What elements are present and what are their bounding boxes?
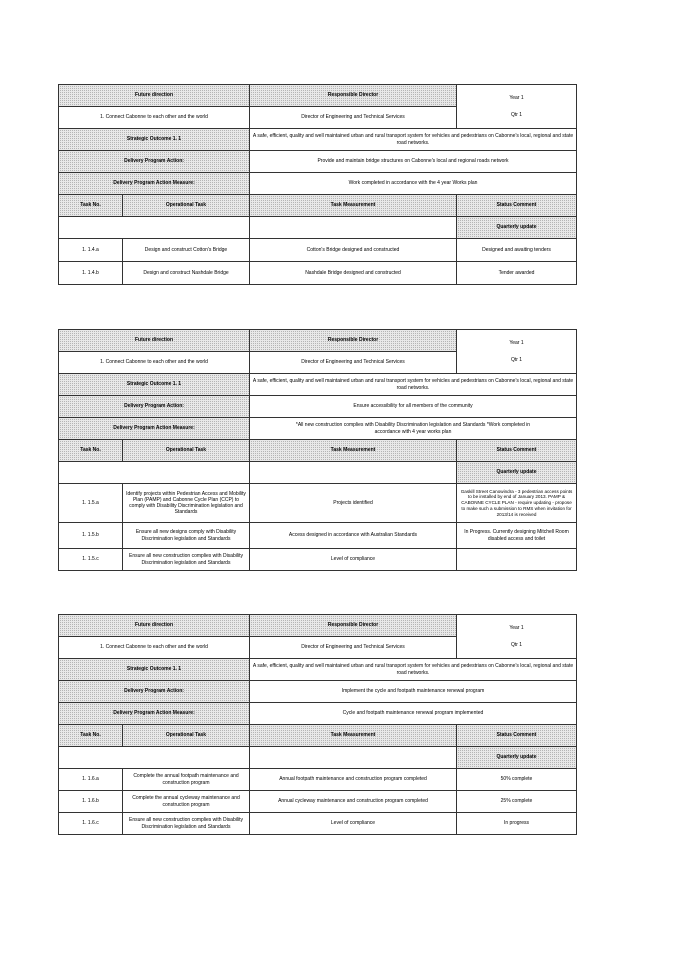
- table-row: [59, 262, 577, 285]
- delivery-program-measure-text: Work completed in accordance with the 4 year Works plan: [250, 173, 577, 195]
- operational-task: Identify projects within Pedestrian Access and Mobility Plan (PAMP) and Cabonne Cycle Plan (CCP) to comply with Disability Discrimination legislation and Standards: [123, 484, 250, 523]
- task-no-header: Task No.: [59, 195, 123, 217]
- task-measurement: Annual cycleway maintenance and construction program completed: [250, 791, 457, 813]
- table-row: [59, 484, 577, 523]
- future-direction-value: 1. Connect Cabonne to each other and the world: [59, 637, 250, 659]
- task-no: 1. 1.6.b: [59, 791, 123, 813]
- status-comment: Gaskill Street Canowindra - 3 pedestrian access points to be installed by end of January 2013. PAMP & CABONNE CYCLE PLAN - require updating - propose to make such a submission to RMS when invitation for 2013/14 is received: [457, 484, 577, 523]
- delivery-program-measure-label: Delivery Program Action Measure:: [59, 173, 250, 195]
- operational-task-header: Operational Task: [123, 725, 250, 747]
- task-no-header: Task No.: [59, 725, 123, 747]
- task-no: 1. 1.6.c: [59, 813, 123, 835]
- quarterly-update-header: Quarterly update: [457, 217, 577, 239]
- strategic-outcome-label: Strategic Outcome 1. 1: [59, 374, 250, 396]
- year-cell: [457, 330, 577, 374]
- task-no: 1. 1.4.a: [59, 239, 123, 262]
- status-comment-header: Status Comment: [457, 440, 577, 462]
- blank-cell: [250, 217, 457, 239]
- delivery-program-measure-text: *All new construction complies with Disability Discrimination legislation and Standards *Work completed in accordance with 4 year works plan: [250, 418, 577, 440]
- quarterly-update-header: Quarterly update: [457, 747, 577, 769]
- director-value: Director of Engineering and Technical Services: [250, 637, 457, 659]
- status-comment: 25% complete: [457, 791, 577, 813]
- section-1-table: [58, 84, 577, 285]
- operational-task: Ensure all new designs comply with Disability Discrimination legislation and Standards: [123, 523, 250, 549]
- quarter-label: Qtr 1: [510, 356, 523, 363]
- delivery-program-action-text: Implement the cycle and footpath maintenance renewal program: [250, 681, 577, 703]
- delivery-program-measure-text: Cycle and footpath maintenance renewal program implemented: [250, 703, 577, 725]
- responsible-director-header: Responsible Director: [250, 85, 457, 107]
- future-direction-header: Future direction: [59, 85, 250, 107]
- blank-cell: [250, 747, 457, 769]
- operational-task-header: Operational Task: [123, 440, 250, 462]
- operational-task-header: Operational Task: [123, 195, 250, 217]
- year-cell: [457, 615, 577, 659]
- year-label: Year 1: [509, 340, 524, 347]
- task-no: 1. 1.5.a: [59, 484, 123, 523]
- quarter-label: Qtr 1: [510, 111, 523, 118]
- year-label: Year 1: [509, 625, 524, 632]
- task-no: 1. 1.6.a: [59, 769, 123, 791]
- task-measurement: Access designed in accordance with Australian Standards: [250, 523, 457, 549]
- table-row: [59, 549, 577, 571]
- status-comment-header: Status Comment: [457, 725, 577, 747]
- future-direction-value: 1. Connect Cabonne to each other and the world: [59, 352, 250, 374]
- future-direction-value: 1. Connect Cabonne to each other and the world: [59, 107, 250, 129]
- responsible-director-header: Responsible Director: [250, 330, 457, 352]
- task-no-header: Task No.: [59, 440, 123, 462]
- status-comment: [457, 549, 577, 571]
- delivery-program-action-text: Ensure accessibility for all members of the community: [250, 396, 577, 418]
- delivery-program-action-label: Delivery Program Action:: [59, 151, 250, 173]
- strategic-outcome-text: A safe, efficient, quality and well maintained urban and rural transport system for vehicles and pedestrians on Cabonne's local, regional and state road networks.: [250, 129, 577, 151]
- task-no: 1. 1.4.b: [59, 262, 123, 285]
- task-measurement: Cotton's Bridge designed and constructed: [250, 239, 457, 262]
- delivery-program-action-label: Delivery Program Action:: [59, 681, 250, 703]
- status-comment: In Progress. Currently designing Mitchell Room disabled access and toilet: [457, 523, 577, 549]
- delivery-program-action-text: Provide and maintain bridge structures on Cabonne's local and regional roads network: [250, 151, 577, 173]
- future-direction-header: Future direction: [59, 615, 250, 637]
- task-measurement-header: Task Measurement: [250, 440, 457, 462]
- operational-task: Complete the annual footpath maintenance and construction program: [123, 769, 250, 791]
- task-no: 1. 1.5.c: [59, 549, 123, 571]
- strategic-outcome-label: Strategic Outcome 1. 1: [59, 129, 250, 151]
- delivery-program-measure-label: Delivery Program Action Measure:: [59, 418, 250, 440]
- blank-cell: [250, 462, 457, 484]
- strategic-outcome-text: A safe, efficient, quality and well maintained urban and rural transport system for vehicles and pedestrians on Cabonne's local, regional and state road networks.: [250, 374, 577, 396]
- section-2-table: [58, 329, 577, 571]
- task-measurement: Level of compliance: [250, 813, 457, 835]
- operational-task: Ensure all new construction complies with Disability Discrimination legislation and Standards: [123, 813, 250, 835]
- operational-task: Design and construct Cotton's Bridge: [123, 239, 250, 262]
- year-label: Year 1: [509, 95, 524, 102]
- strategic-outcome-label: Strategic Outcome 1. 1: [59, 659, 250, 681]
- director-value: Director of Engineering and Technical Services: [250, 107, 457, 129]
- section-3: [58, 614, 576, 835]
- responsible-director-header: Responsible Director: [250, 615, 457, 637]
- table-row: [59, 769, 577, 791]
- table-row: [59, 239, 577, 262]
- operational-task: Design and construct Nashdale Bridge: [123, 262, 250, 285]
- table-row: [59, 813, 577, 835]
- section-2: [58, 329, 576, 571]
- table-row: [59, 523, 577, 549]
- status-comment: Tender awarded: [457, 262, 577, 285]
- strategic-outcome-text: A safe, efficient, quality and well maintained urban and rural transport system for vehicles and pedestrians on Cabonne's local, regional and state road networks.: [250, 659, 577, 681]
- status-comment: Designed and awaiting tenders: [457, 239, 577, 262]
- table-row: [59, 791, 577, 813]
- year-cell: [457, 85, 577, 129]
- section-3-table: [58, 614, 577, 835]
- status-comment-header: Status Comment: [457, 195, 577, 217]
- blank-cell: [59, 462, 250, 484]
- delivery-program-measure-label: Delivery Program Action Measure:: [59, 703, 250, 725]
- task-measurement: Projects identified: [250, 484, 457, 523]
- quarter-label: Qtr 1: [510, 641, 523, 648]
- task-measurement: Annual footpath maintenance and construction program completed: [250, 769, 457, 791]
- task-measurement: Nashdale Bridge designed and constructed: [250, 262, 457, 285]
- task-no: 1. 1.5.b: [59, 523, 123, 549]
- task-measurement-header: Task Measurement: [250, 725, 457, 747]
- operational-task: Complete the annual cycleway maintenance and construction program: [123, 791, 250, 813]
- status-comment: 50% complete: [457, 769, 577, 791]
- future-direction-header: Future direction: [59, 330, 250, 352]
- task-measurement: Level of compliance: [250, 549, 457, 571]
- status-comment: In progress: [457, 813, 577, 835]
- blank-cell: [59, 747, 250, 769]
- operational-task: Ensure all new construction complies with Disability Discrimination legislation and Standards: [123, 549, 250, 571]
- section-1: [58, 84, 576, 285]
- director-value: Director of Engineering and Technical Services: [250, 352, 457, 374]
- quarterly-update-header: Quarterly update: [457, 462, 577, 484]
- delivery-program-action-label: Delivery Program Action:: [59, 396, 250, 418]
- blank-cell: [59, 217, 250, 239]
- task-measurement-header: Task Measurement: [250, 195, 457, 217]
